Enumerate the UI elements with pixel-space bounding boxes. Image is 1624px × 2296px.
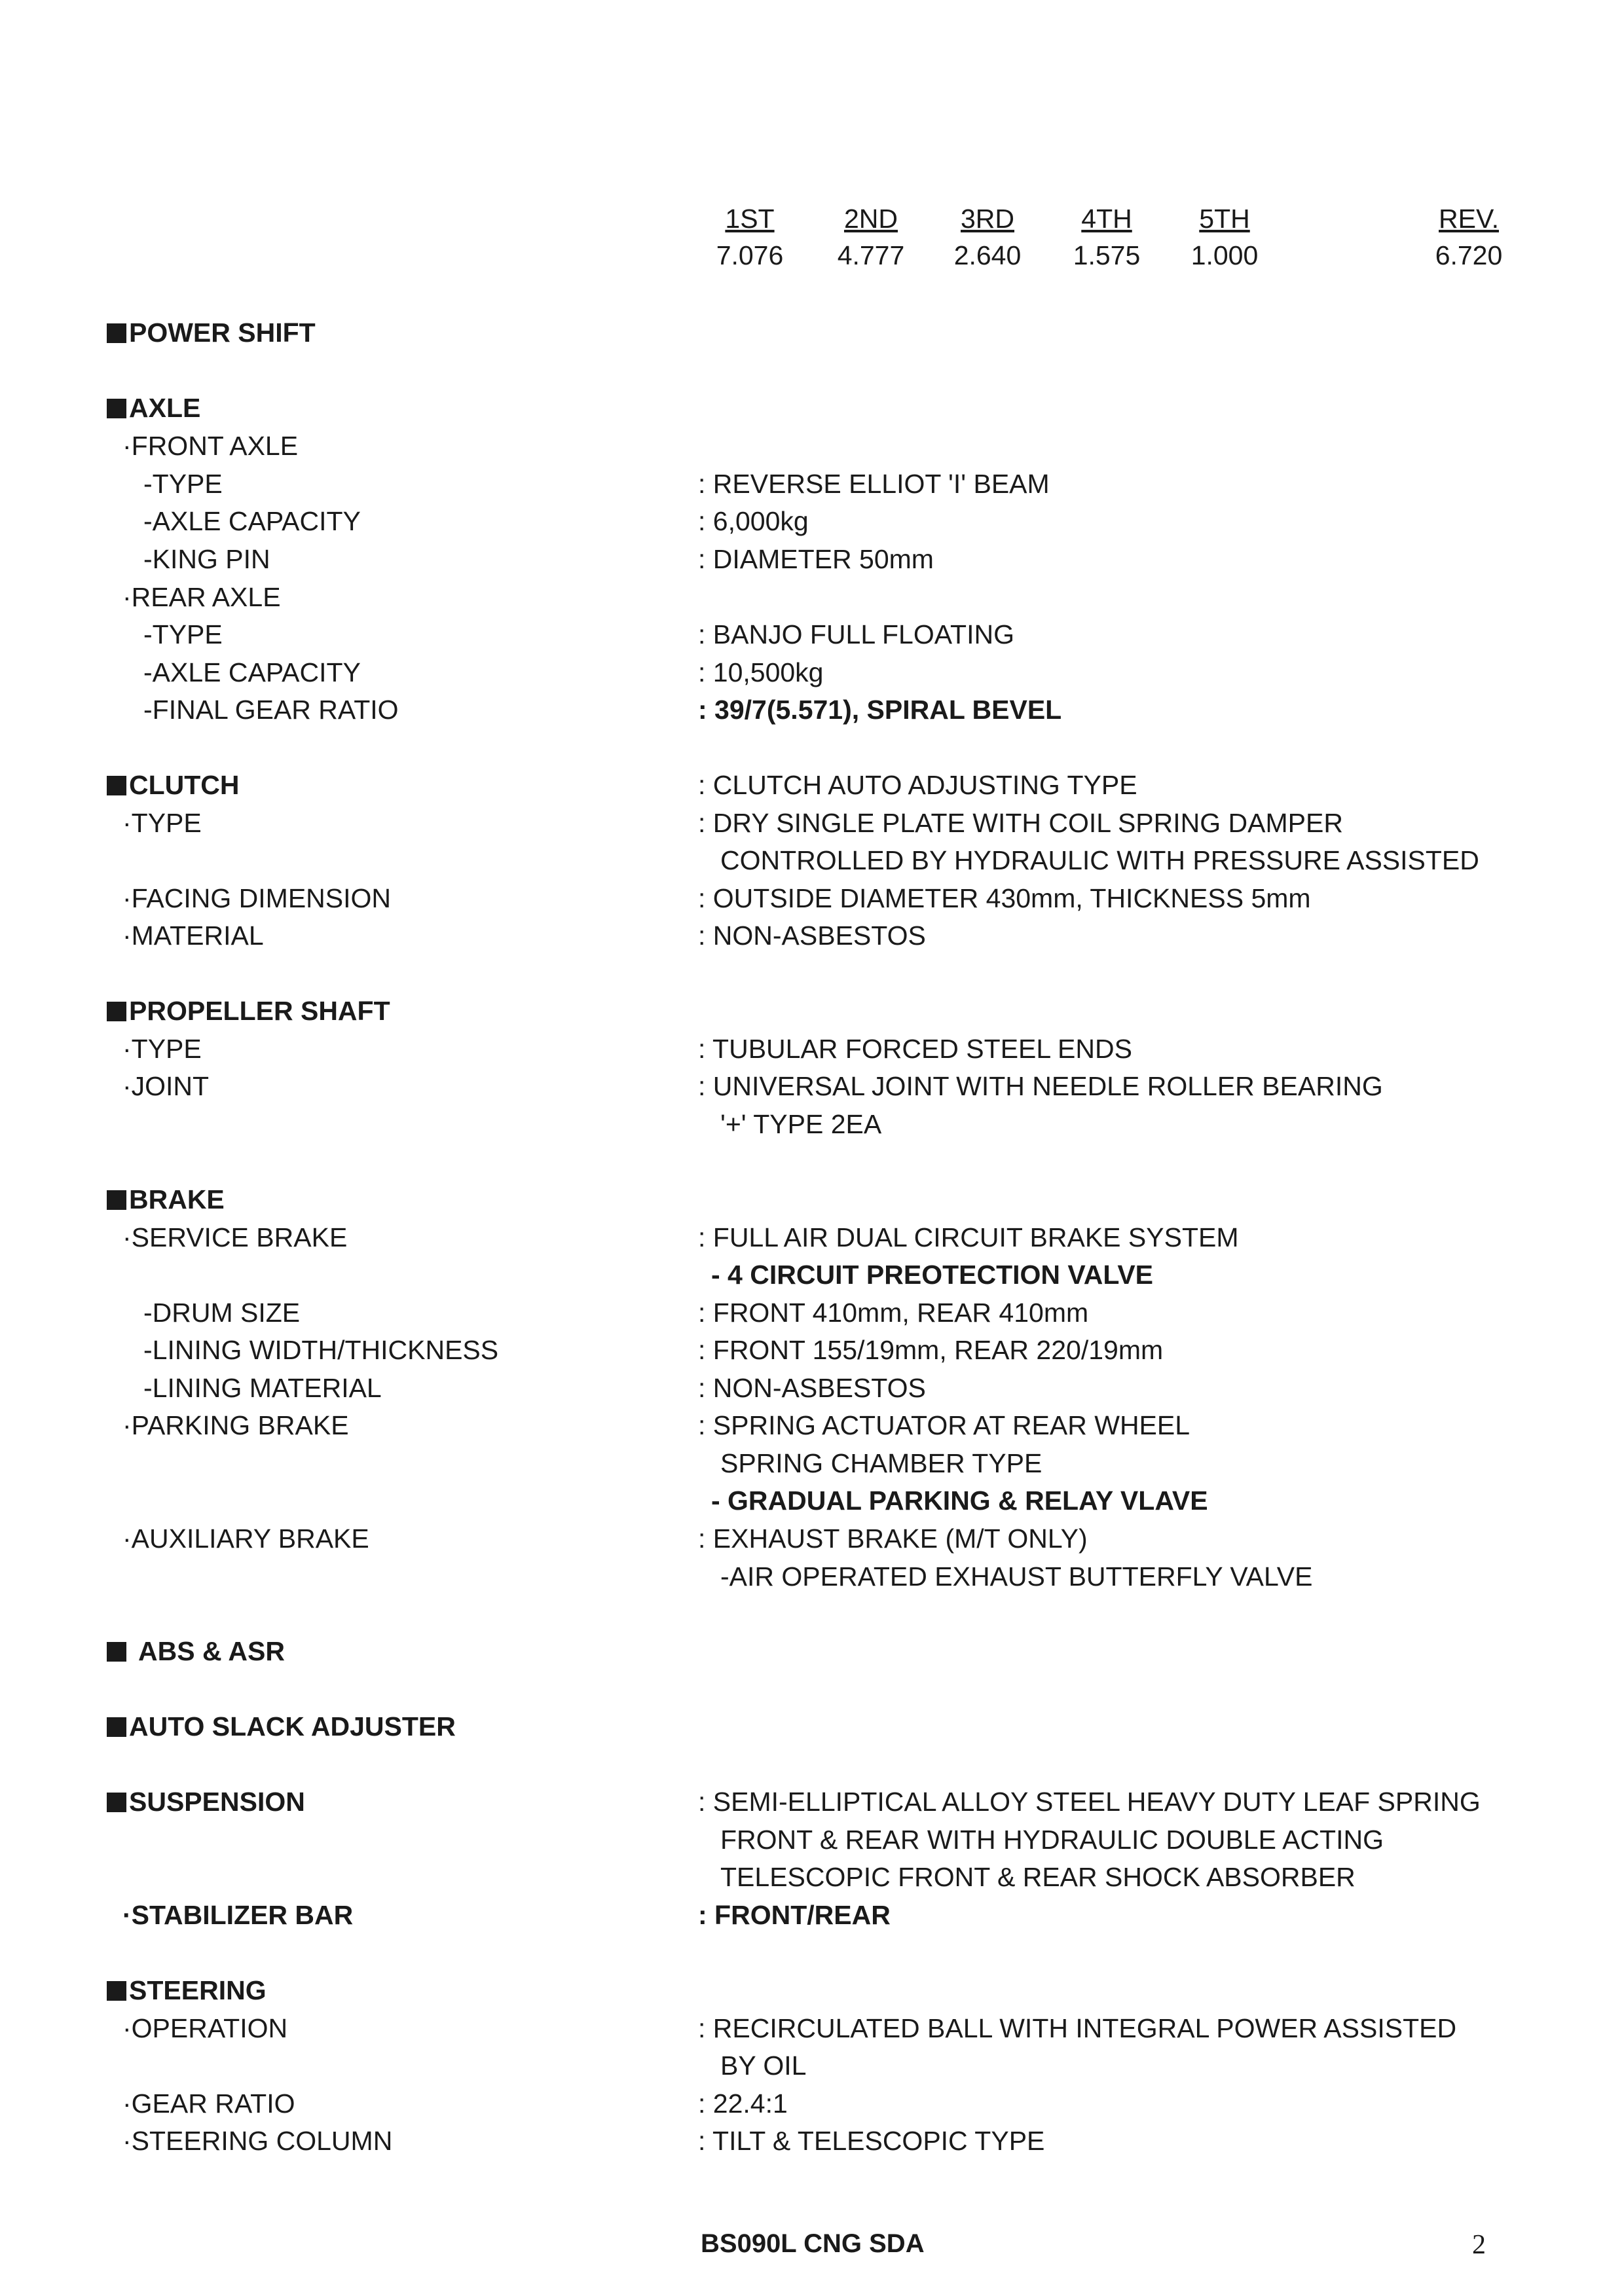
- suspension-value: : SEMI-ELLIPTICAL ALLOY STEEL HEAVY DUTY LEAF SPRING: [698, 1787, 1481, 1817]
- gear-4th: [1067, 200, 1146, 274]
- section-title: ABS & ASR: [138, 1636, 285, 1666]
- lining-width-thickness-label: -LINING WIDTH/THICKNESS: [143, 1335, 499, 1365]
- lining-material-label: -LINING MATERIAL: [143, 1373, 382, 1403]
- drum-size-label: -DRUM SIZE: [143, 1298, 301, 1328]
- propeller-type-label: ·TYPE: [122, 1034, 202, 1064]
- auxiliary-brake-label: ·AUXILIARY BRAKE: [122, 1523, 369, 1554]
- gear-rev-label: REV.: [1439, 204, 1499, 234]
- steering-gear-ratio-value: : 22.4:1: [698, 2088, 788, 2119]
- stabilizer-bar-label: ·STABILIZER BAR: [122, 1900, 354, 1930]
- section-bullet-icon: [107, 1981, 126, 2001]
- section-propeller-shaft: [107, 995, 390, 1027]
- section-title: PROPELLER SHAFT: [129, 996, 390, 1026]
- parking-brake-value: : SPRING ACTUATOR AT REAR WHEEL: [698, 1410, 1190, 1440]
- auxiliary-brake-value: : EXHAUST BRAKE (M/T ONLY): [698, 1523, 1088, 1554]
- clutch-type-value-cont: CONTROLLED BY HYDRAULIC WITH PRESSURE ASSISTED: [720, 845, 1479, 875]
- clutch-material-value: : NON-ASBESTOS: [698, 920, 926, 951]
- front-type-value: : REVERSE ELLIOT 'I' BEAM: [698, 469, 1050, 499]
- front-capacity-label: -AXLE CAPACITY: [143, 506, 361, 536]
- section-title: POWER SHIFT: [129, 318, 316, 348]
- section-power-shift: [107, 317, 316, 348]
- section-suspension: [107, 1786, 305, 1817]
- king-pin-label: -KING PIN: [143, 544, 270, 574]
- gear-5th: [1185, 200, 1264, 274]
- footer-model: BS090L CNG SDA: [701, 2229, 925, 2258]
- steering-operation-label: ·OPERATION: [122, 2013, 288, 2043]
- gear-5th-label: 5TH: [1199, 204, 1250, 234]
- facing-dimension-value: : OUTSIDE DIAMETER 430mm, THICKNESS 5mm: [698, 883, 1311, 913]
- steering-column-value: : TILT & TELESCOPIC TYPE: [698, 2126, 1045, 2156]
- rear-axle-label: ·REAR AXLE: [122, 582, 281, 612]
- gear-4th-value: 1.575: [1073, 240, 1141, 270]
- rear-capacity-value: : 10,500kg: [698, 657, 824, 687]
- section-auto-slack-adjuster: [107, 1711, 456, 1742]
- clutch-type-label: ·TYPE: [122, 808, 202, 838]
- section-bullet-icon: [107, 1002, 126, 1021]
- parking-brake-value-valve: - GRADUAL PARKING & RELAY VLAVE: [711, 1485, 1208, 1516]
- king-pin-value: : DIAMETER 50mm: [698, 544, 934, 574]
- steering-operation-value: : RECIRCULATED BALL WITH INTEGRAL POWER ASSISTED: [698, 2013, 1457, 2043]
- section-axle: [107, 392, 200, 424]
- page-number: 2: [1472, 2230, 1486, 2260]
- section-bullet-icon: [107, 399, 126, 418]
- section-title: STEERING: [129, 1975, 267, 2005]
- final-gear-value: : 39/7(5.571), SPIRAL BEVEL: [698, 695, 1062, 725]
- gear-2nd: [832, 200, 910, 274]
- section-bullet-icon: [107, 1793, 126, 1812]
- gear-5th-value: 1.000: [1190, 240, 1259, 270]
- front-axle-label: ·FRONT AXLE: [122, 431, 299, 461]
- steering-gear-ratio-label: ·GEAR RATIO: [122, 2088, 295, 2119]
- propeller-joint-value-cont: '+' TYPE 2EA: [720, 1109, 882, 1139]
- gear-3rd: [948, 200, 1027, 274]
- lining-material-value: : NON-ASBESTOS: [698, 1373, 926, 1403]
- gear-2nd-value: 4.777: [837, 240, 905, 270]
- suspension-value-cont-2: TELESCOPIC FRONT & REAR SHOCK ABSORBER: [720, 1862, 1356, 1892]
- gear-1st-label: 1ST: [725, 204, 775, 234]
- gear-4th-label: 4TH: [1081, 204, 1132, 234]
- final-gear-label: -FINAL GEAR RATIO: [143, 695, 399, 725]
- drum-size-value: : FRONT 410mm, REAR 410mm: [698, 1298, 1089, 1328]
- rear-capacity-label: -AXLE CAPACITY: [143, 657, 361, 687]
- stabilizer-bar-value: : FRONT/REAR: [698, 1900, 891, 1930]
- section-bullet-icon: [107, 1642, 126, 1662]
- section-bullet-icon: [107, 1190, 126, 1210]
- section-bullet-icon: [107, 776, 126, 795]
- section-title: BRAKE: [129, 1184, 225, 1214]
- parking-brake-label: ·PARKING BRAKE: [122, 1410, 349, 1440]
- clutch-material-label: ·MATERIAL: [122, 920, 264, 951]
- rear-type-value: : BANJO FULL FLOATING: [698, 619, 1014, 649]
- propeller-joint-value: : UNIVERSAL JOINT WITH NEEDLE ROLLER BEARING: [698, 1071, 1383, 1101]
- lining-width-thickness-value: : FRONT 155/19mm, REAR 220/19mm: [698, 1335, 1164, 1365]
- section-title: SUSPENSION: [129, 1787, 305, 1817]
- gear-3rd-value: 2.640: [953, 240, 1022, 270]
- gear-2nd-label: 2ND: [843, 204, 898, 234]
- propeller-joint-label: ·JOINT: [122, 1071, 210, 1101]
- gear-rev-value: 6.720: [1435, 240, 1503, 270]
- propeller-type-value: : TUBULAR FORCED STEEL ENDS: [698, 1034, 1132, 1064]
- rear-type-label: -TYPE: [143, 619, 223, 649]
- section-steering: [107, 1975, 267, 2006]
- section-title: AUTO SLACK ADJUSTER: [129, 1711, 456, 1741]
- facing-dimension-label: ·FACING DIMENSION: [122, 883, 392, 913]
- section-title: CLUTCH: [129, 770, 240, 800]
- section-brake: [107, 1184, 225, 1215]
- gear-rev: [1430, 200, 1508, 274]
- service-brake-value: : FULL AIR DUAL CIRCUIT BRAKE SYSTEM: [698, 1222, 1239, 1252]
- gear-1st-value: 7.076: [716, 240, 784, 270]
- section-clutch: [107, 769, 240, 801]
- clutch-auto-adjust-value: : CLUTCH AUTO ADJUSTING TYPE: [698, 770, 1137, 800]
- parking-brake-value-cont: SPRING CHAMBER TYPE: [720, 1448, 1043, 1478]
- clutch-type-value: : DRY SINGLE PLATE WITH COIL SPRING DAMPER: [698, 808, 1343, 838]
- section-bullet-icon: [107, 323, 126, 343]
- gear-1st: [710, 200, 789, 274]
- section-abs-asr: [107, 1635, 285, 1667]
- suspension-value-cont-1: FRONT & REAR WITH HYDRAULIC DOUBLE ACTING: [720, 1825, 1384, 1855]
- section-bullet-icon: [107, 1717, 126, 1737]
- steering-column-label: ·STEERING COLUMN: [122, 2126, 393, 2156]
- auxiliary-brake-value-cont: -AIR OPERATED EXHAUST BUTTERFLY VALVE: [720, 1561, 1313, 1592]
- service-brake-value-cont: - 4 CIRCUIT PREOTECTION VALVE: [711, 1260, 1154, 1290]
- front-capacity-value: : 6,000kg: [698, 506, 809, 536]
- gear-3rd-label: 3RD: [960, 204, 1015, 234]
- front-type-label: -TYPE: [143, 469, 223, 499]
- service-brake-label: ·SERVICE BRAKE: [122, 1222, 348, 1252]
- steering-operation-value-cont: BY OIL: [720, 2050, 807, 2081]
- section-title: AXLE: [129, 393, 201, 423]
